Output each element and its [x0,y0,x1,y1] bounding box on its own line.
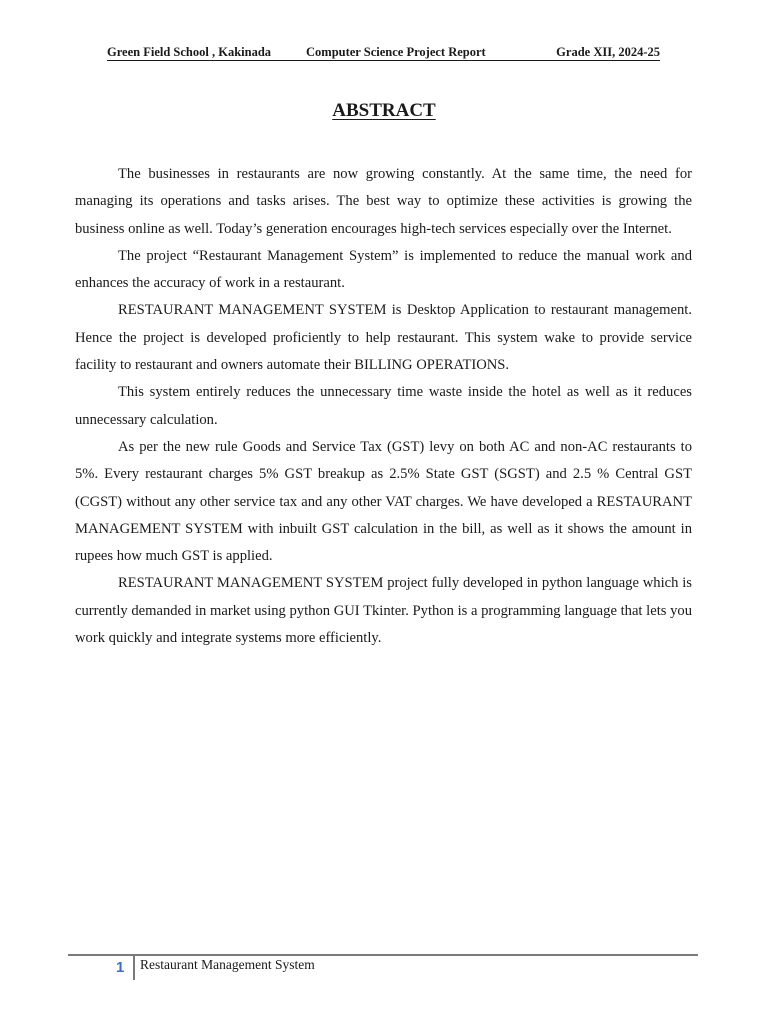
footer-separator [133,956,135,980]
paragraph: RESTAURANT MANAGEMENT SYSTEM project fully developed in python language which is currently demanded in market using python GUI Tkinter. Python is a programming language that lets you work quickly and integrate systems more efficiently. [75,575,692,647]
header-grade-year: Grade XII, 2024-25 [556,45,660,59]
header-school-name: Green Field School , Kakinada [107,45,272,59]
paragraph: RESTAURANT MANAGEMENT SYSTEM is Desktop Application to restaurant management. Hence the project is developed proficiently to help restaurant. This system wake to provide service facility to restaurant and owners automate their BILLING OPERATIONS. [75,302,692,374]
header-report-title: Computer Science Project Report [306,45,486,59]
paragraph: The businesses in restaurants are now growing constantly. At the same time, the need for managing its operations and tasks arises. The best way to optimize these activities is growing the business online as well. Today’s generation encourages high-tech services especially over the Internet. [75,166,692,237]
footer-title: Restaurant Management System [140,957,315,972]
paragraph: The project “Restaurant Management System” is implemented to reduce the manual work and enhances the accuracy of work in a restaurant. [75,247,692,292]
footer-divider [68,954,698,956]
paragraph: This system entirely reduces the unnecessary time waste inside the hotel as well as it reduces unnecessary calculation. [75,384,692,428]
page-title: ABSTRACT [332,100,436,121]
page-number: 1 [116,959,125,976]
abstract-body [75,161,692,652]
running-header [107,44,660,61]
paragraph: As per the new rule Goods and Service Tax (GST) levy on both AC and non-AC restaurants to 5%. Every restaurant charges 5% GST breakup as 2.5% State GST (SGST) and 2.5 % Central GST (CGST) without any other service tax and any other VAT charges. We have developed a RESTAURANT MANAGEMENT SYSTEM with inbuilt GST calculation in the bill, as well as it shows the amount in rupees how much GST is applied. [75,438,692,565]
